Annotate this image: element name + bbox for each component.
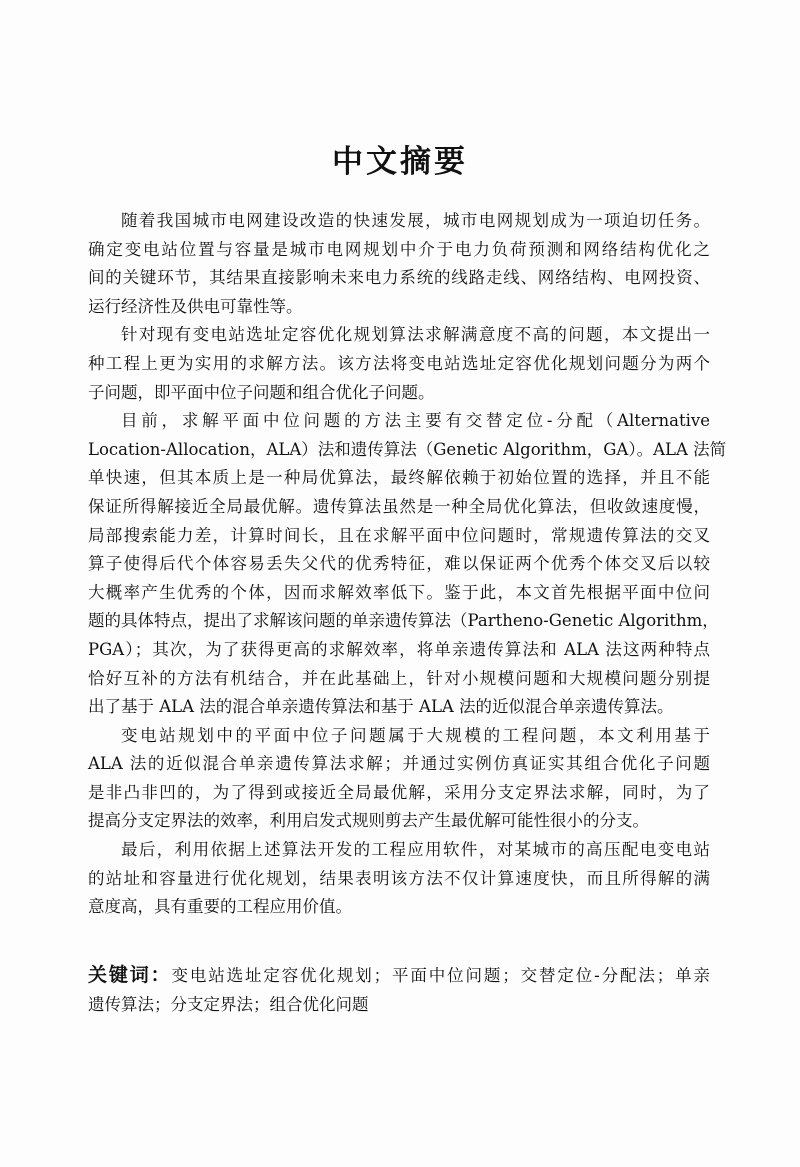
text-line: 子问题，即平面中位子问题和组合优化子问题。 <box>88 382 435 402</box>
text-line: 局部搜索能力差，计算时间长，且在求解平面中位问题时，常规遗传算法的交叉 <box>88 525 710 545</box>
text-line: 针对现有变电站选址定容优化规划算法求解满意度不高的问题，本文提出一 <box>121 325 710 345</box>
abstract-paragraph-5 <box>88 836 710 922</box>
page-title: 中文摘要 <box>332 144 468 180</box>
text-line: Location-Allocation，ALA）法和遗传算法（Genetic Algorithm，GA）。ALA 法简 <box>88 439 727 459</box>
keywords-line-1 <box>88 961 710 990</box>
text-line: ALA 法的近似混合单亲遗传算法求解；并通过实例仿真证实其组合优化子问题 <box>88 754 710 774</box>
keywords-label: 关键词： <box>88 964 172 986</box>
abstract-paragraph-2 <box>88 321 710 407</box>
text-line: 题的具体特点，提出了求解该问题的单亲遗传算法（Partheno-Genetic Algorithm， <box>88 611 719 631</box>
text-line: 目前，求解平面中位问题的方法主要有交替定位-分配（Alternative <box>121 411 710 431</box>
abstract-paragraph-4 <box>88 722 710 836</box>
text-line: 保证所得解接近全局最优解。遗传算法虽然是一种全局优化算法，但收敛速度慢， <box>88 496 710 516</box>
keywords-section <box>88 961 710 1019</box>
abstract-body <box>88 207 727 922</box>
text-line: 单快速，但其本质上是一种局优算法，最终解依赖于初始位置的选择，并且不能 <box>88 468 710 488</box>
text-line: 的站址和容量进行优化规划，结果表明该方法不仅计算速度快，而且所得解的满 <box>88 868 710 888</box>
text-line: 最后，利用依据上述算法开发的工程应用软件，对某城市的高压配电变电站 <box>121 840 710 860</box>
keywords-text-2: 遗传算法；分支定界法；组合优化问题 <box>88 995 369 1014</box>
text-line: 意度高，具有重要的工程应用价值。 <box>88 897 352 917</box>
text-line: PGA）；其次，为了获得更高的求解效率，将单亲遗传算法和 ALA 法这两种特点 <box>88 639 710 659</box>
text-line: 变电站规划中的平面中位子问题属于大规模的工程问题，本文利用基于 <box>121 725 710 745</box>
text-line: 运行经济性及供电可靠性等。 <box>88 296 303 316</box>
text-line: 算子使得后代个体容易丢失父代的优秀特征，难以保证两个优秀个体交叉后以较 <box>88 554 710 574</box>
text-line: 出了基于 ALA 法的混合单亲遗传算法和基于 ALA 法的近似混合单亲遗传算法。 <box>88 697 674 717</box>
text-line: 种工程上更为实用的求解方法。该方法将变电站选址定容优化规划问题分为两个 <box>88 353 710 373</box>
text-line: 确定变电站位置与容量是城市电网规划中介于电力负荷预测和网络结构优化之 <box>88 239 710 259</box>
text-line: 是非凸非凹的，为了得到或接近全局最优解，采用分支定界法求解，同时，为了 <box>88 782 710 802</box>
text-line: 随着我国城市电网建设改造的快速发展，城市电网规划成为一项迫切任务。 <box>121 211 710 230</box>
text-line: 提高分支定界法的效率，利用启发式规则剪去产生最优解可能性很小的分支。 <box>88 811 649 831</box>
abstract-paragraph-3 <box>88 407 727 722</box>
abstract-paragraph-1 <box>88 207 710 321</box>
keywords-text-1: 变电站选址定容优化规划；平面中位问题；交替定位-分配法；单亲 <box>171 966 710 985</box>
text-line: 间的关键环节，其结果直接影响未来电力系统的线路走线、网络结构、电网投资、 <box>88 268 710 288</box>
text-line: 恰好互补的方法有机结合，并在此基础上，针对小规模问题和大规模问题分别提 <box>88 668 710 688</box>
text-line: 大概率产生优秀的个体，因而求解效率低下。鉴于此，本文首先根据平面中位问 <box>88 582 710 602</box>
